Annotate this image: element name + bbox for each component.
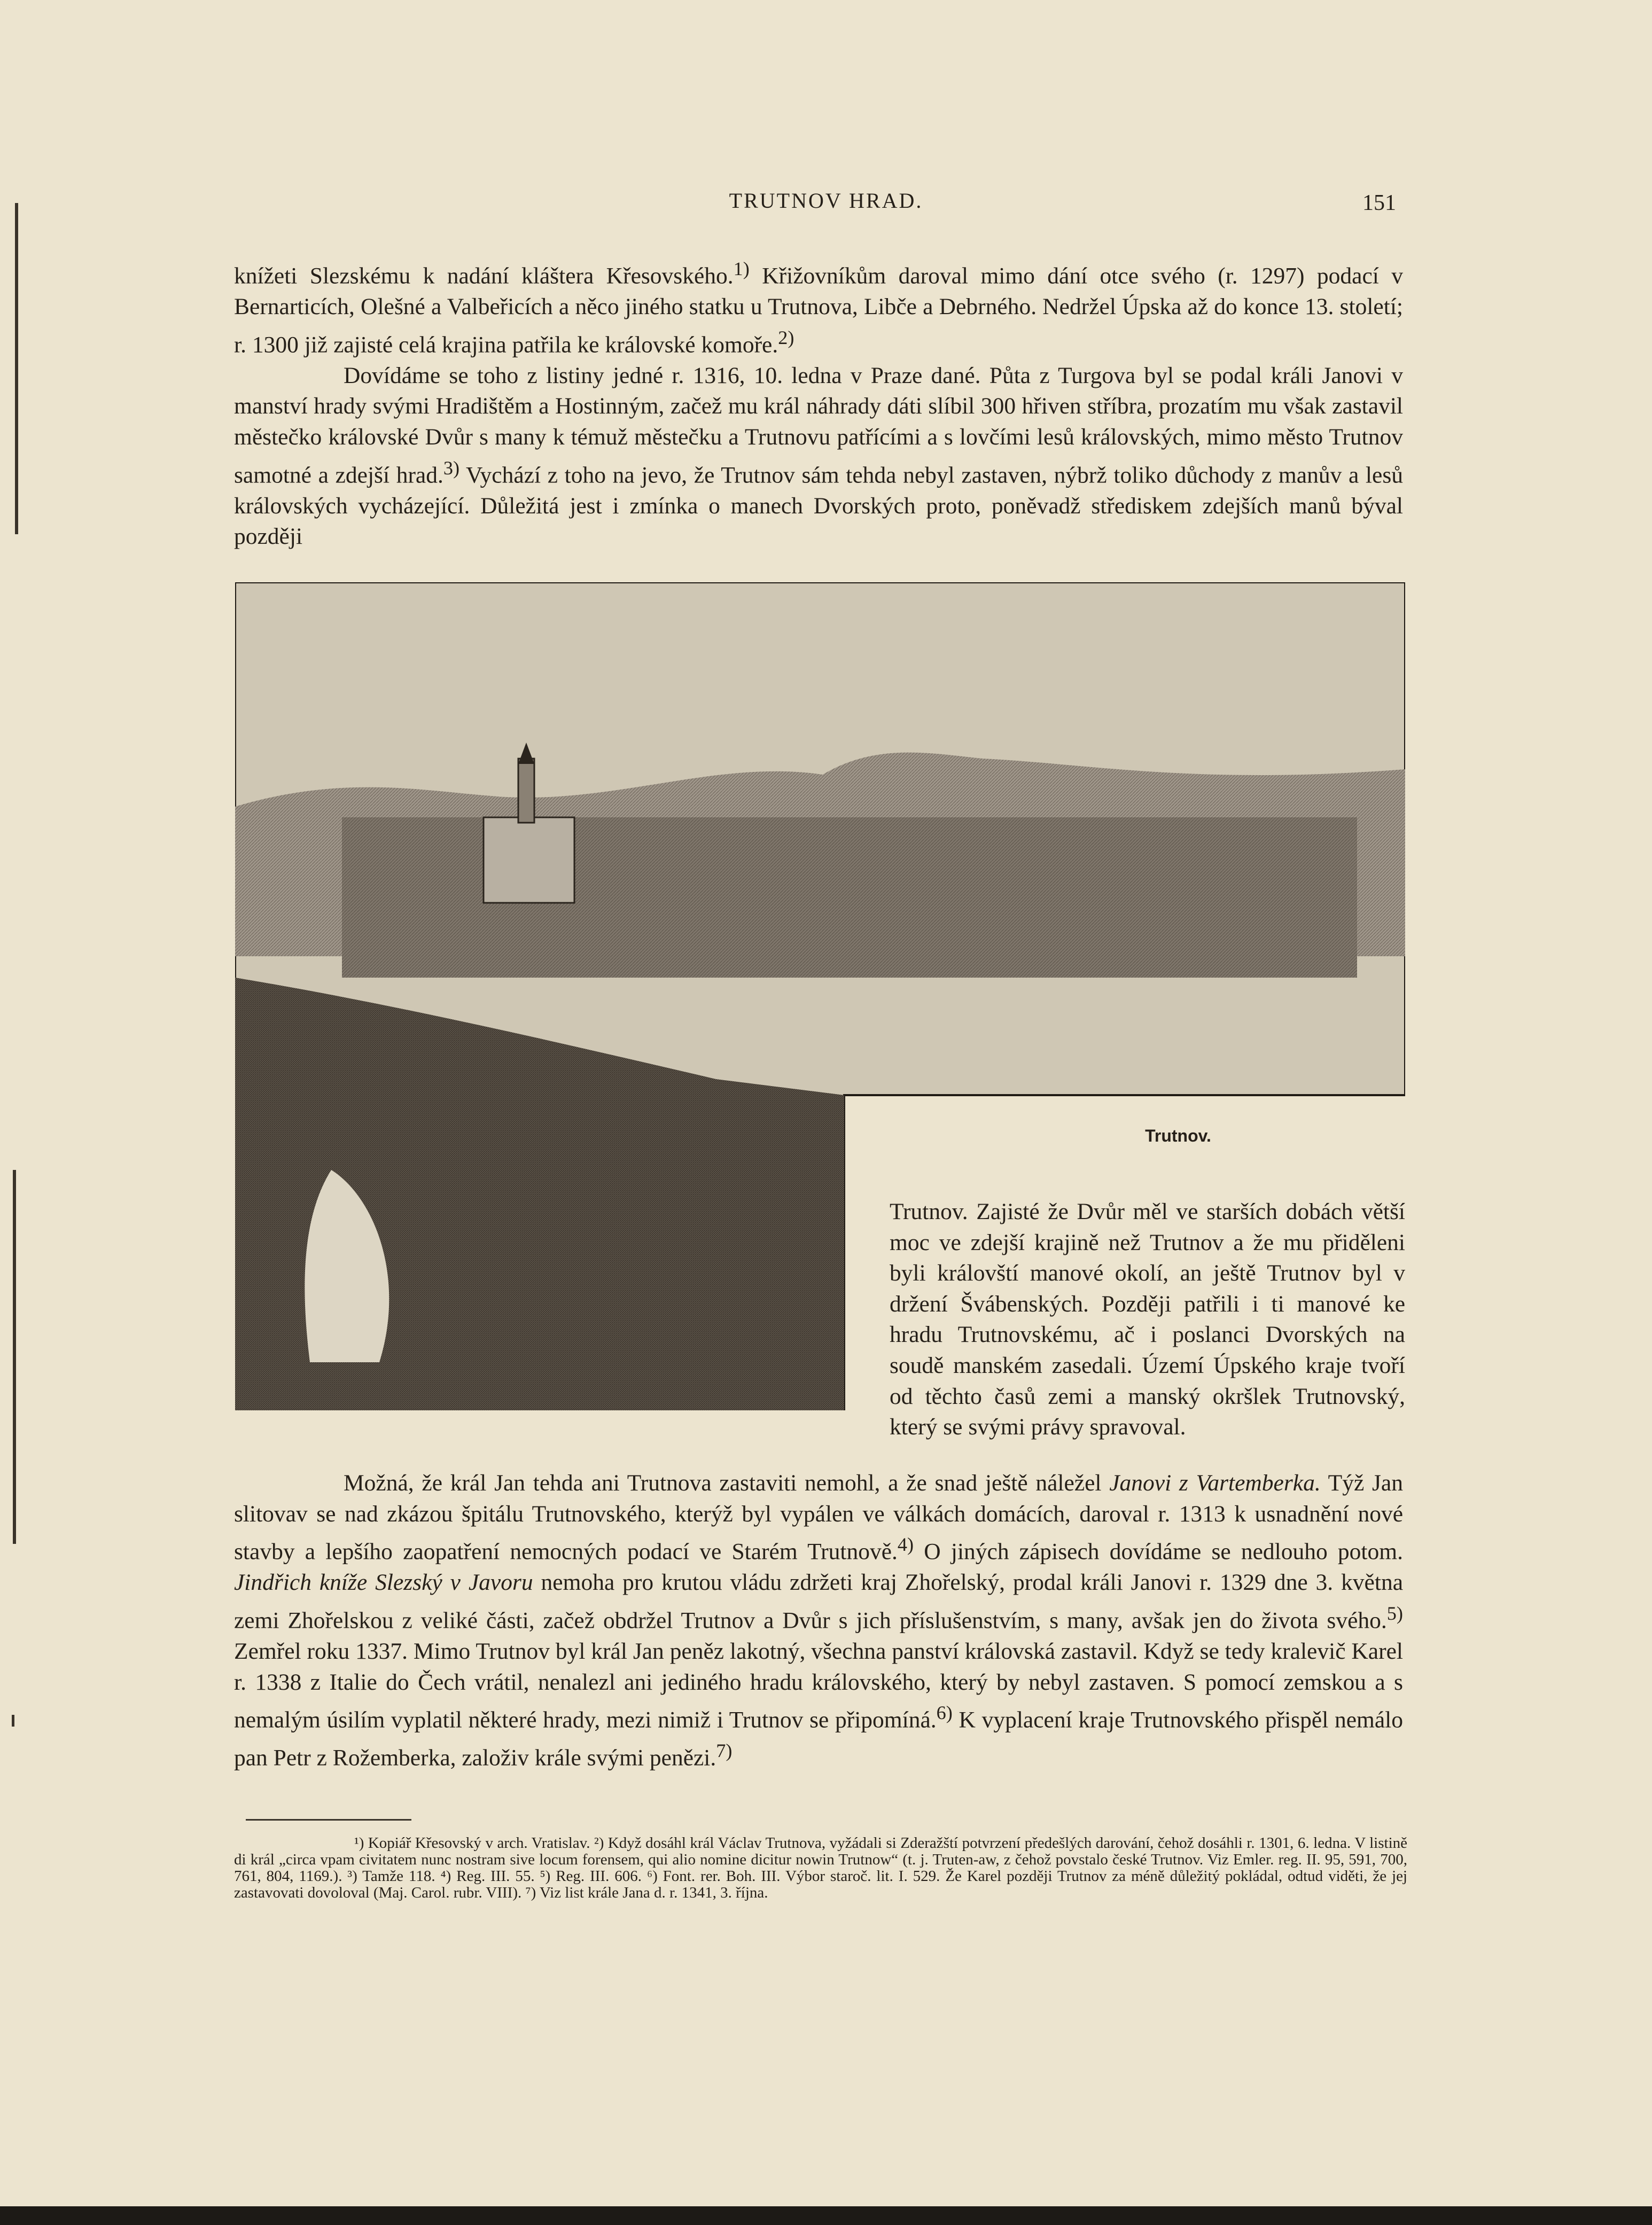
- footnote-divider: [246, 1819, 411, 1821]
- text-run: Vychází z toho na jevo, že Trutnov sám tehda nebyl zastaven, nýbrž toliko důchody z manův a lesů královských vycházející. Důležitá jest i zmínka o manech Dvorských proto, poněvadž střediskem zdejších manů býval později: [234, 462, 1404, 550]
- footnote-ref: 6): [936, 1702, 953, 1724]
- text-run: K vyplacení kraje Trutnovského přispěl nemálo pan Petr z Rožemberka, založiv krále svými penězi.: [234, 1707, 1404, 1771]
- paragraph: Trutnov. Zajisté že Dvůr měl ve starších dobách větší moc ve zdejší krajině než Trutnov a že mu přiděleni byli královští manové okolí, an ještě Trutnov byl v držení Švábenských. Později patřili i ti manové ke hradu Trutnovskému, ač i poslanci Dvorských na soudě manském zasedali. Území Úpského kraje tvoří od těchto časů zemi a manský okršlek Trutnovský, který se svými právy spravoval.: [890, 1199, 1405, 1440]
- footnote-ref: 7): [716, 1740, 733, 1762]
- footnotes: [234, 1835, 1407, 1901]
- text-run: nemoha pro krutou vládu zdržeti kraj Zhořelský, prodal králi Janovi r. 1329 dne 3. května zemi Zhořelskou z veliké části, začež obdržel Trutnov a Dvůr s jich příslušenstvím, s many, avšak jen do života svého.: [234, 1570, 1403, 1634]
- italic-name: Jindřich kníže Slezský v Javoru: [234, 1570, 533, 1596]
- footnote-ref: 1): [733, 258, 750, 279]
- page-header: [0, 188, 1652, 220]
- paragraph: [234, 361, 1403, 552]
- text-run: Dovídáme se toho z listiny jedné r. 1316, 10. ledna v Praze dané. Půta z Turgova byl se podal králi Janovi v manství hrady svými Hradištěm a Hostinným, začež mu král náhrady dáti slíbil 300 hřiven stříbra, prozatím mu však zastavil městečko královské Dvůr s many k témuž městečku a Trutnovu patřícími a s lovčími lesů královských, mimo město Trutnov samotné a zdejší hrad.: [234, 362, 1403, 488]
- italic-name: Janovi z Vartemberka.: [1109, 1470, 1321, 1496]
- footnote-ref: 5): [1386, 1602, 1403, 1624]
- text-run: O jiných zápisech dovídáme se nedlouho potom.: [914, 1539, 1403, 1565]
- page-edge-mark: [15, 203, 18, 534]
- text-run: Týž Jan slitovav se nad zkázou špitálu Trutnovského, kterýž byl vypálen ve válkách domácích, daroval r. 1313 k usnadnění nové stavby a lepšího zaopatření nemocných podací ve Starém Trutnově.: [234, 1470, 1403, 1565]
- body-text-bottom: [234, 1468, 1403, 1774]
- body-text-side: [890, 1197, 1405, 1443]
- text-run: knížeti Slezskému k nadání kláštera Křesovského.: [234, 263, 734, 289]
- footnote-text: ¹) Kopiář Křesovský v arch. Vratislav. ²) Když dosáhl král Václav Trutnova, vyžádali si Zderažští potvrzení předešlých darování, čehož dosáhli r. 1301, 6. ledna. V listině di král „circa vpam civitatem nunc nostram sive locum forensem, qui alio nomine dicitur nowin Trutnow“ (t. j. Truten-aw, z čehož povstalo české Trutnov. Viz Emler. reg. II. 95, 591, 700, 761, 804, 1169.). ³) Tamže 118. ⁴) Reg. III. 55. ⁵) Reg. III. 606. ⁶) Font. rer. Boh. III. Výbor staroč. lit. I. 529. Že Karel později Trutnov za méně důležitý pokládal, odtud viděti, že jej zastavovati dovoloval (Maj. Carol. rubr. VIII). ⁷) Viz list krále Jana d. r. 1341, 3. října.: [234, 1834, 1407, 1901]
- body-text-top: [234, 254, 1403, 552]
- running-title: TRUTNOV HRAD.: [729, 189, 923, 213]
- figure-caption: Trutnov.: [1145, 1126, 1211, 1145]
- page-edge-mark: [13, 1170, 16, 1544]
- footnote-ref: 2): [778, 326, 794, 348]
- text-run: Zemřel roku 1337. Mimo Trutnov byl král Jan peněz lakotný, všechna panství královská zastavil. Když se tedy kralevič Karel r. 1338 z Italie do Čech vrátil, nenalezl ani jediného hradu královského, který by nebyl zastaven. S pomocí zemskou a s nemalým úsilím vyplatil některé hrady, mezi nimiž i Trutnov se připomíná.: [234, 1638, 1403, 1733]
- footnote-ref: 4): [897, 1534, 914, 1556]
- page-edge-mark: [12, 1715, 14, 1727]
- text-run: Křižovníkům daroval mimo dání otce svého (r. 1297) podací v Bernarticích, Olešné a Valbeřicích a něco jiného statku u Trutnova, Libče a Debrného. Nedržel Úpska až do konce 13. století; r. 1300 již zajisté celá krajina patřila ke královské komoře.: [234, 263, 1403, 358]
- footnote-ref: 3): [443, 457, 460, 479]
- paragraph: [234, 1468, 1403, 1774]
- paragraph: [234, 254, 1403, 361]
- text-run: Možná, že král Jan tehda ani Trutnova zastaviti nemohl, a že snad ještě náležel: [344, 1470, 1110, 1496]
- page-number: 151: [1362, 191, 1396, 215]
